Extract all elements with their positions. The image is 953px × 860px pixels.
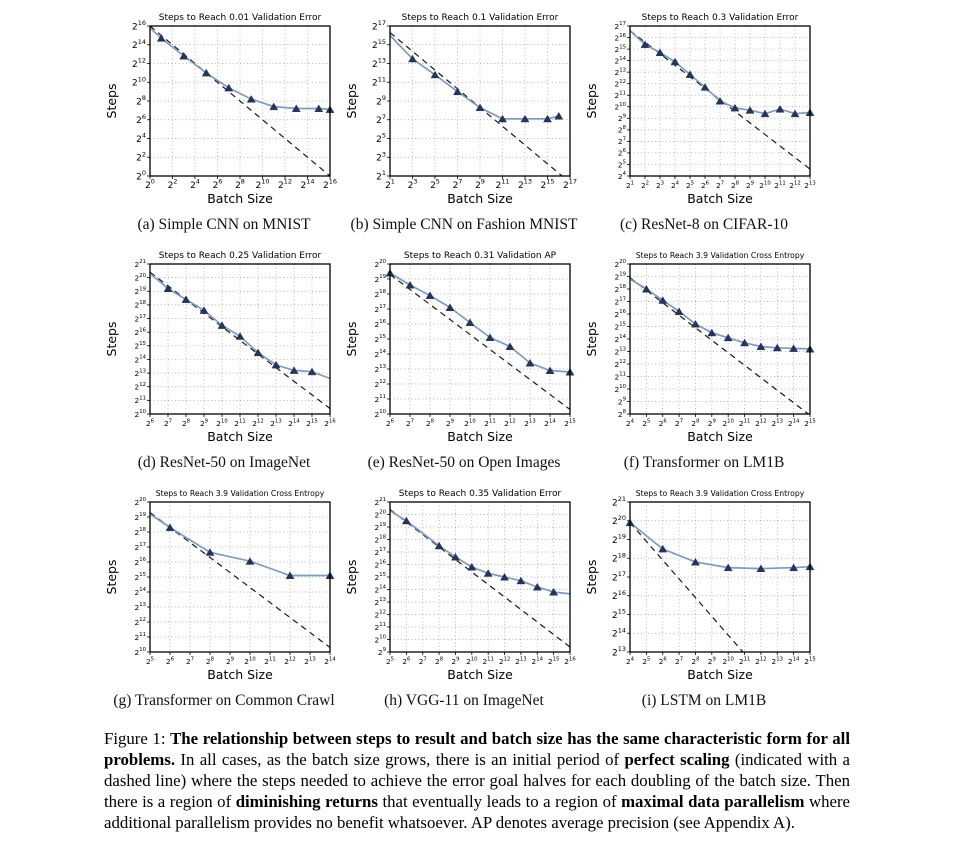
x-tick-label: $2^6$ <box>658 418 667 428</box>
gridlines <box>390 264 570 414</box>
chart-cell-e <box>344 244 584 474</box>
x-tick-label: $2^8$ <box>235 177 245 191</box>
y-tick-label: $2^{14}$ <box>134 587 146 597</box>
x-tick-label: $2^{13}$ <box>804 180 816 190</box>
x-tick-label: $2^4$ <box>625 418 635 428</box>
x-tick-label: $2^{13}$ <box>304 656 316 666</box>
y-tick-label: $2^{11}$ <box>614 371 626 382</box>
x-tick-label: $2^{15}$ <box>306 418 318 428</box>
x-tick-label: $2^{12}$ <box>252 418 264 428</box>
figure-caption <box>104 728 850 833</box>
x-axis-label: Batch Size <box>447 429 513 444</box>
x-tick-label: $2^{13}$ <box>771 656 783 666</box>
y-tick-label: $2^{18}$ <box>374 289 386 299</box>
y-tick-label: $2^{20}$ <box>134 272 146 283</box>
x-tick-label: $2^{14}$ <box>300 177 315 191</box>
x-tick-label: $2^{14}$ <box>324 656 336 666</box>
y-tick-label: $2^{10}$ <box>134 647 146 657</box>
x-tick-label: $2^{11}$ <box>234 418 246 428</box>
axis-ticks <box>627 502 810 655</box>
subplot-caption-d: (d) ResNet-50 on ImageNet <box>137 454 311 471</box>
gridlines <box>150 502 330 652</box>
chart-cell-g <box>104 482 344 712</box>
x-tick-label: $2^{10}$ <box>466 656 478 666</box>
x-tick-label: $2^{10}$ <box>255 177 270 191</box>
x-tick-label: $2^{11}$ <box>495 177 510 191</box>
chart-cell-d <box>104 244 344 474</box>
y-axis-label: Steps <box>344 321 359 357</box>
y-tick-label: $2^{20}$ <box>134 497 146 507</box>
gridlines <box>390 502 570 652</box>
x-tick-label: $2^{13}$ <box>270 418 282 428</box>
y-tick-label: $2^{16}$ <box>134 327 146 337</box>
y-tick-label: $2^{11}$ <box>374 622 386 632</box>
y-tick-label: $2^{12}$ <box>134 617 146 627</box>
x-axis-label: Batch Size <box>207 429 273 444</box>
y-tick-label: $2^{12}$ <box>614 359 626 369</box>
y-tick-label: $2^8$ <box>617 125 626 135</box>
x-tick-label: $2^{12}$ <box>789 180 801 190</box>
x-tick-label: $2^6$ <box>402 656 411 666</box>
caption-text-segment: Figure 1: <box>104 729 171 748</box>
tick-labels <box>135 497 337 666</box>
tick-labels <box>372 19 577 191</box>
x-tick-label: $2^5$ <box>145 656 155 666</box>
x-tick-label: $2^0$ <box>145 177 155 191</box>
y-tick-label: $2^{14}$ <box>131 37 146 52</box>
y-tick-label: $2^7$ <box>376 112 386 127</box>
data-point-markers <box>626 519 814 572</box>
y-tick-label: $2^6$ <box>617 148 626 158</box>
x-tick-label: $2^7$ <box>163 418 173 428</box>
y-axis-label: Steps <box>104 321 119 357</box>
x-axis-label: Batch Size <box>687 667 753 682</box>
tick-labels <box>135 259 337 428</box>
y-tick-label: $2^{18}$ <box>614 284 626 294</box>
y-tick-label: $2^{19}$ <box>374 274 386 284</box>
x-tick-label: $2^5$ <box>642 418 651 428</box>
x-tick-label: $2^7$ <box>405 418 415 428</box>
y-tick-label: $2^{20}$ <box>614 259 626 269</box>
x-tick-label: $2^{12}$ <box>284 656 296 666</box>
x-axis-label: Batch Size <box>447 667 513 682</box>
y-tick-label: $2^{19}$ <box>614 271 626 282</box>
subplot-caption-g: (g) Transformer on Common Crawl <box>113 692 335 709</box>
y-tick-label: $2^{18}$ <box>134 527 146 537</box>
y-axis-label: Steps <box>584 559 599 595</box>
caption-text-segment: where additional parallelism provides no benefit whatsoever. AP denotes average precision (see Appendix A). <box>104 792 850 832</box>
x-tick-label: $2^{14}$ <box>288 418 300 428</box>
perfect-scaling-dashed-line <box>630 278 808 414</box>
x-tick-label: $2^4$ <box>190 177 200 191</box>
x-tick-label: $2^4$ <box>670 180 680 190</box>
y-tick-label: $2^{15}$ <box>134 341 146 351</box>
x-tick-label: $2^{13}$ <box>517 177 533 191</box>
x-tick-label: $2^{15}$ <box>540 177 555 191</box>
y-tick-label: $2^{17}$ <box>371 19 386 33</box>
x-tick-label: $2^2$ <box>167 177 178 191</box>
x-tick-label: $2^5$ <box>685 180 695 190</box>
x-tick-label: $2^6$ <box>385 418 395 428</box>
x-tick-label: $2^9$ <box>707 656 716 666</box>
chart-cell-f <box>584 244 824 474</box>
y-tick-label: $2^{13}$ <box>374 364 386 374</box>
y-tick-label: $2^9$ <box>617 396 626 407</box>
y-tick-label: $2^{15}$ <box>611 607 626 621</box>
y-tick-label: $2^{10}$ <box>374 634 386 645</box>
x-tick-label: $2^7$ <box>675 418 684 428</box>
x-tick-label: $2^{16}$ <box>322 177 338 191</box>
x-tick-label: $2^{12}$ <box>755 418 767 428</box>
x-tick-label: $2^6$ <box>145 418 155 428</box>
y-axis-label: Steps <box>104 83 119 119</box>
y-tick-label: $2^8$ <box>136 94 146 108</box>
y-tick-label: $2^{11}$ <box>134 395 146 406</box>
chart-title: Steps to Reach 0.35 Validation Error <box>398 489 562 499</box>
x-axis-label: Batch Size <box>687 429 753 444</box>
caption-bold-segment: maximal data parallelism <box>621 792 805 811</box>
y-tick-label: $2^{19}$ <box>134 512 146 522</box>
x-tick-label: $2^{16}$ <box>324 418 336 428</box>
y-tick-label: $2^{21}$ <box>134 259 146 269</box>
y-tick-label: $2^{17}$ <box>614 296 626 307</box>
x-tick-label: $2^9$ <box>445 418 455 428</box>
chart-title: Steps to Reach 0.25 Validation Error <box>158 251 322 261</box>
caption-bold-segment: perfect scaling <box>624 750 730 769</box>
data-point-markers <box>409 55 563 122</box>
x-tick-label: $2^{10}$ <box>722 418 734 428</box>
x-tick-label: $2^1$ <box>385 177 395 191</box>
chart-title: Steps to Reach 0.1 Validation Error <box>401 13 559 23</box>
y-tick-label: $2^{18}$ <box>374 534 386 545</box>
chart-title: Steps to Reach 0.01 Validation Error <box>158 13 322 23</box>
chart-cell-b <box>344 6 584 236</box>
x-tick-label: $2^8$ <box>205 656 215 666</box>
y-tick-label: $2^{13}$ <box>134 368 146 378</box>
y-tick-label: $2^{20}$ <box>374 259 386 269</box>
y-axis-label: Steps <box>344 83 359 119</box>
y-tick-label: $2^0$ <box>136 169 146 183</box>
subplot-caption-e: (e) ResNet-50 on Open Images <box>367 454 561 471</box>
x-tick-label: $2^{14}$ <box>787 656 800 666</box>
y-tick-label: $2^{15}$ <box>374 334 386 344</box>
y-tick-label: $2^{16}$ <box>614 32 626 43</box>
y-tick-label: $2^7$ <box>617 136 626 147</box>
charts-grid <box>104 6 953 712</box>
x-tick-label: $2^{11}$ <box>738 418 751 428</box>
caption-bold-segment: diminishing returns <box>235 792 378 811</box>
y-tick-label: $2^{12}$ <box>614 78 626 89</box>
perfect-scaling-dashed-line <box>390 275 570 410</box>
x-tick-label: $2^8$ <box>691 418 700 428</box>
y-axis-label: Steps <box>584 83 599 119</box>
steps-series-line <box>150 514 330 576</box>
y-tick-label: $2^{18}$ <box>134 300 146 310</box>
y-tick-label: $2^{17}$ <box>611 570 626 584</box>
x-tick-label: $2^9$ <box>475 177 485 191</box>
y-tick-label: $2^{16}$ <box>134 557 146 567</box>
y-tick-label: $2^{17}$ <box>374 547 386 557</box>
steps-series-line <box>390 273 570 372</box>
y-tick-label: $2^{19}$ <box>611 532 626 546</box>
x-tick-label: $2^6$ <box>658 656 667 666</box>
y-axis-label: Steps <box>584 321 599 357</box>
y-tick-label: $2^{11}$ <box>371 75 386 89</box>
subplot-caption-f: (f) Transformer on LM1B <box>623 454 785 471</box>
x-tick-label: $2^{17}$ <box>562 177 578 191</box>
y-tick-label: $2^{14}$ <box>374 584 386 595</box>
chart-svg-i <box>584 482 824 682</box>
x-tick-label: $2^{14}$ <box>544 418 556 428</box>
y-tick-label: $2^4$ <box>617 171 626 181</box>
y-tick-label: $2^2$ <box>136 150 146 164</box>
y-tick-label: $2^8$ <box>617 409 626 419</box>
y-tick-label: $2^{15}$ <box>134 572 146 582</box>
perfect-scaling-dashed-line <box>630 523 743 652</box>
x-tick-label: $2^5$ <box>430 177 440 191</box>
x-tick-label: $2^8$ <box>181 418 191 428</box>
x-tick-label: $2^{13}$ <box>515 656 527 666</box>
chart-cell-a <box>104 6 344 236</box>
x-tick-label: $2^{14}$ <box>531 656 543 666</box>
x-tick-label: $2^2$ <box>640 180 650 190</box>
tick-labels <box>132 19 337 191</box>
x-tick-label: $2^{13}$ <box>524 418 536 428</box>
x-tick-label: $2^7$ <box>675 656 684 666</box>
y-tick-label: $2^{14}$ <box>134 354 146 365</box>
y-tick-label: $2^{15}$ <box>614 321 626 332</box>
y-tick-label: $2^{18}$ <box>611 551 626 565</box>
data-point-markers <box>386 269 574 375</box>
x-axis-label: Batch Size <box>207 667 273 682</box>
gridlines <box>390 26 570 176</box>
x-tick-label: $2^6$ <box>212 177 223 191</box>
x-tick-label: $2^{11}$ <box>774 180 786 190</box>
y-tick-label: $2^{11}$ <box>614 90 626 101</box>
x-tick-label: $2^3$ <box>655 180 665 190</box>
perfect-scaling-dashed-line <box>390 510 570 648</box>
y-tick-label: $2^{19}$ <box>374 522 386 532</box>
y-tick-label: $2^{10}$ <box>374 409 386 419</box>
x-tick-label: $2^9$ <box>199 418 209 428</box>
x-axis-label: Batch Size <box>687 191 753 206</box>
x-tick-label: $2^{11}$ <box>482 656 494 666</box>
y-tick-label: $2^{13}$ <box>374 597 386 607</box>
tick-labels <box>615 259 816 428</box>
x-tick-label: $2^6$ <box>700 180 710 190</box>
x-tick-label: $2^9$ <box>707 418 716 428</box>
caption-text-segment: In all cases, as the batch size grows, there is an initial period of <box>175 750 625 769</box>
gridlines <box>630 264 810 414</box>
y-tick-label: $2^9$ <box>377 647 386 657</box>
x-tick-label: $2^9$ <box>225 656 235 666</box>
x-tick-label: $2^{12}$ <box>277 177 293 191</box>
caption-bold-segment: The relationship between steps to result and batch size has the same characteristic form for all problems. <box>104 729 850 769</box>
axis-ticks <box>147 264 330 417</box>
y-tick-label: $2^{16}$ <box>131 19 146 33</box>
y-tick-label: $2^{15}$ <box>371 37 386 52</box>
x-tick-label: $2^{12}$ <box>504 418 516 428</box>
x-tick-label: $2^4$ <box>625 656 635 666</box>
subplot-caption-i: (i) LSTM on LM1B <box>641 692 767 709</box>
chart-title: Steps to Reach 3.9 Validation Cross Entropy <box>155 489 325 498</box>
y-tick-label: $2^{16}$ <box>611 588 626 603</box>
subplot-caption-h: (h) VGG-11 on ImageNet <box>384 692 544 709</box>
chart-title: Steps to Reach 0.31 Validation AP <box>403 251 557 261</box>
x-tick-label: $2^{15}$ <box>804 656 816 666</box>
y-tick-label: $2^4$ <box>136 131 146 145</box>
y-tick-label: $2^{16}$ <box>614 309 626 319</box>
x-tick-label: $2^1$ <box>625 180 635 190</box>
y-tick-label: $2^{17}$ <box>374 304 386 314</box>
x-tick-label: $2^{12}$ <box>498 656 511 666</box>
chart-cell-i <box>584 482 824 712</box>
chart-svg-c <box>584 6 824 206</box>
y-tick-label: $2^{12}$ <box>374 379 386 389</box>
y-tick-label: $2^{12}$ <box>131 56 146 70</box>
x-tick-label: $2^{15}$ <box>547 656 560 666</box>
axis-ticks <box>387 26 570 179</box>
x-tick-label: $2^8$ <box>425 418 435 428</box>
x-tick-label: $2^{10}$ <box>216 418 228 428</box>
axis-ticks <box>387 502 570 655</box>
x-tick-label: $2^5$ <box>385 656 395 666</box>
caption-text-segment: that eventually leads to a region of <box>377 792 622 811</box>
y-tick-label: $2^5$ <box>376 131 386 145</box>
y-tick-label: $2^9$ <box>617 113 626 124</box>
x-tick-label: $2^{10}$ <box>759 180 771 190</box>
gridlines <box>630 502 810 652</box>
y-tick-label: $2^9$ <box>376 94 386 108</box>
y-axis-label: Steps <box>344 559 359 595</box>
x-tick-label: $2^5$ <box>642 656 651 666</box>
x-tick-label: $2^{15}$ <box>804 418 816 428</box>
y-tick-label: $2^{17}$ <box>134 313 146 324</box>
y-tick-label: $2^{16}$ <box>374 559 386 570</box>
subplot-caption-b: (b) Simple CNN on Fashion MNIST <box>350 216 578 233</box>
y-tick-label: $2^{12}$ <box>134 381 146 392</box>
x-tick-label: $2^6$ <box>165 656 175 666</box>
subplot-caption-a: (a) Simple CNN on MNIST <box>137 216 311 233</box>
y-tick-label: $2^{15}$ <box>374 572 386 582</box>
x-tick-label: $2^{11}$ <box>264 656 276 666</box>
y-tick-label: $2^{19}$ <box>134 286 146 297</box>
y-tick-label: $2^{13}$ <box>614 346 626 357</box>
chart-svg-f <box>584 244 824 444</box>
y-tick-label: $2^{11}$ <box>134 632 146 642</box>
chart-svg-h <box>344 482 584 682</box>
y-tick-label: $2^{10}$ <box>131 75 146 89</box>
x-tick-label: $2^{14}$ <box>787 418 800 428</box>
chart-svg-e <box>344 244 584 444</box>
y-tick-label: $2^{13}$ <box>614 67 626 77</box>
y-tick-label: $2^{10}$ <box>134 409 146 419</box>
y-tick-label: $2^{16}$ <box>374 319 386 329</box>
caption-text-segment: (indicated with a dashed line) where the steps needed to achieve the error goal halves for each doubling of the batch size. Then there is a region of <box>104 750 850 811</box>
x-tick-label: $2^{16}$ <box>564 656 576 666</box>
chart-title: Steps to Reach 3.9 Validation Cross Entropy <box>635 489 805 498</box>
subplot-caption-c: (c) ResNet-8 on CIFAR-10 <box>619 216 789 233</box>
data-point-markers <box>402 517 557 595</box>
y-tick-label: $2^{10}$ <box>614 101 626 112</box>
chart-cell-h <box>344 482 584 712</box>
x-tick-label: $2^8$ <box>691 656 700 666</box>
x-tick-label: $2^3$ <box>407 177 418 191</box>
x-tick-label: $2^{11}$ <box>484 418 496 428</box>
x-tick-label: $2^9$ <box>451 656 460 666</box>
y-tick-label: $2^{12}$ <box>374 609 386 620</box>
y-tick-label: $2^{20}$ <box>611 513 626 528</box>
data-point-markers <box>641 41 814 117</box>
x-axis-label: Batch Size <box>207 191 273 206</box>
x-tick-label: $2^{12}$ <box>755 656 767 666</box>
y-tick-label: $2^{17}$ <box>614 21 626 31</box>
chart-svg-g <box>104 482 344 682</box>
y-tick-label: $2^{20}$ <box>374 509 386 520</box>
x-axis-label: Batch Size <box>447 191 513 206</box>
y-tick-label: $2^{14}$ <box>614 55 626 66</box>
y-tick-label: $2^{13}$ <box>134 602 146 612</box>
x-tick-label: $2^{13}$ <box>771 418 783 428</box>
x-tick-label: $2^7$ <box>185 656 195 666</box>
y-tick-label: $2^{13}$ <box>371 56 386 70</box>
y-tick-label: $2^1$ <box>376 169 386 183</box>
y-tick-label: $2^{21}$ <box>374 497 386 507</box>
y-tick-label: $2^{13}$ <box>611 645 626 659</box>
chart-title: Steps to Reach 3.9 Validation Cross Entropy <box>635 251 805 260</box>
y-axis-label: Steps <box>104 559 119 595</box>
y-tick-label: $2^3$ <box>376 150 386 164</box>
tick-labels <box>375 259 576 428</box>
y-tick-label: $2^{14}$ <box>611 626 626 640</box>
x-tick-label: $2^{10}$ <box>464 418 476 428</box>
y-tick-label: $2^{17}$ <box>134 542 146 552</box>
x-tick-label: $2^{11}$ <box>738 656 751 666</box>
chart-cell-c <box>584 6 824 236</box>
y-tick-label: $2^{14}$ <box>374 349 386 359</box>
y-tick-label: $2^{14}$ <box>614 334 626 344</box>
y-tick-label: $2^{11}$ <box>374 394 386 404</box>
y-tick-label: $2^{21}$ <box>611 495 626 509</box>
y-tick-label: $2^5$ <box>617 159 626 170</box>
x-tick-label: $2^7$ <box>418 656 427 666</box>
x-tick-label: $2^9$ <box>745 180 755 190</box>
y-tick-label: $2^{15}$ <box>614 44 626 54</box>
x-tick-label: $2^7$ <box>452 177 463 191</box>
chart-svg-b <box>344 6 584 206</box>
x-tick-label: $2^{15}$ <box>564 418 576 428</box>
y-tick-label: $2^{10}$ <box>614 384 626 394</box>
x-tick-label: $2^{10}$ <box>244 656 256 666</box>
x-tick-label: $2^{10}$ <box>722 656 734 666</box>
steps-series-line <box>390 35 559 118</box>
chart-title: Steps to Reach 0.3 Validation Error <box>641 13 799 23</box>
y-tick-label: $2^6$ <box>136 112 146 127</box>
chart-svg-a <box>104 6 344 206</box>
x-tick-label: $2^8$ <box>435 656 444 666</box>
x-tick-label: $2^7$ <box>715 180 725 190</box>
x-tick-label: $2^8$ <box>730 180 740 190</box>
steps-series-line <box>150 28 330 110</box>
steps-series-line <box>630 523 810 569</box>
chart-svg-d <box>104 244 344 444</box>
